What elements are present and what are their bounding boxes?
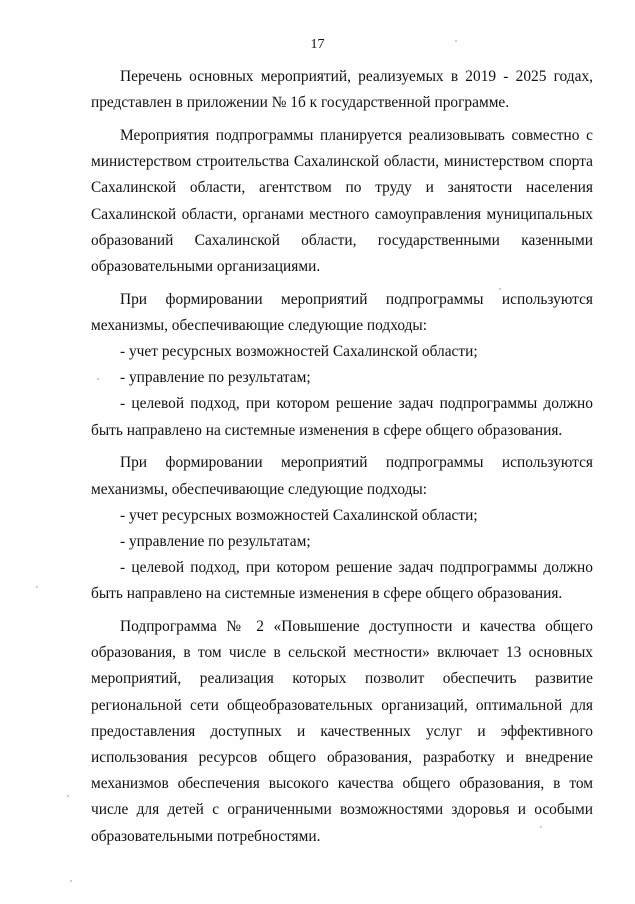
list-item: - управление по результатам; xyxy=(120,532,311,550)
scan-speck xyxy=(97,378,99,380)
scan-speck xyxy=(540,826,542,828)
paragraph-mechanisms-1: При формировании мероприятий подпрограммы используются механизмы, обеспечивающие следующие подходы: xyxy=(91,290,593,334)
scan-speck xyxy=(455,40,457,42)
list-item: - учет ресурсных возможностей Сахалинской области; xyxy=(120,343,478,361)
paragraph-plan-list: Перечень основных мероприятий, реализуемых в 2019 - 2025 годах, представлен в приложении № 1б к государственной программе. xyxy=(91,68,593,112)
page-number: 17 xyxy=(310,37,325,52)
scan-speck xyxy=(67,795,69,797)
body-text xyxy=(91,64,593,850)
list-item: - целевой подход, при котором решение задач подпрограммы должно быть направлено на системные изменения в сфере общего образования. xyxy=(91,395,593,439)
list-item: - учет ресурсных возможностей Сахалинской области; xyxy=(120,506,478,524)
list-item: - управление по результатам; xyxy=(120,369,311,387)
paragraph-mechanisms-2: При формировании мероприятий подпрограммы используются механизмы, обеспечивающие следующие подходы: xyxy=(91,454,593,498)
paragraph-subprogram-2: Подпрограмма № 2 «Повышение доступности и качества общего образования, в том числе в сельской местности» включает 13 основных мероприятий, реализация которых позволит обеспечить развитие региональной сети общеобразовательных организаций, оптимальной для предоставления доступных и качественных услуг и эффективного использования ресурсов общего образования, разработку и внедрение механизмов обеспечения высокого качества общего образования, в том числе для детей с ограниченными возможностями здоровья и особыми образовательными потребностями. xyxy=(91,618,593,845)
scan-speck xyxy=(70,880,72,882)
scan-speck xyxy=(499,288,501,290)
scan-speck xyxy=(36,586,38,588)
paragraph-partners: Мероприятия подпрограммы планируется реализовывать совместно с министерством строительства Сахалинской области, министерством спорта Сахалинской области, агентством по труду и занятости населения Сахалинской области, органами местного самоуправления муниципальных образований Сахалинской области, государственными казенными образовательными организациями. xyxy=(91,126,593,275)
list-item: - целевой подход, при котором решение задач подпрограммы должно быть направлено на системные изменения в сфере общего образования. xyxy=(91,559,593,603)
